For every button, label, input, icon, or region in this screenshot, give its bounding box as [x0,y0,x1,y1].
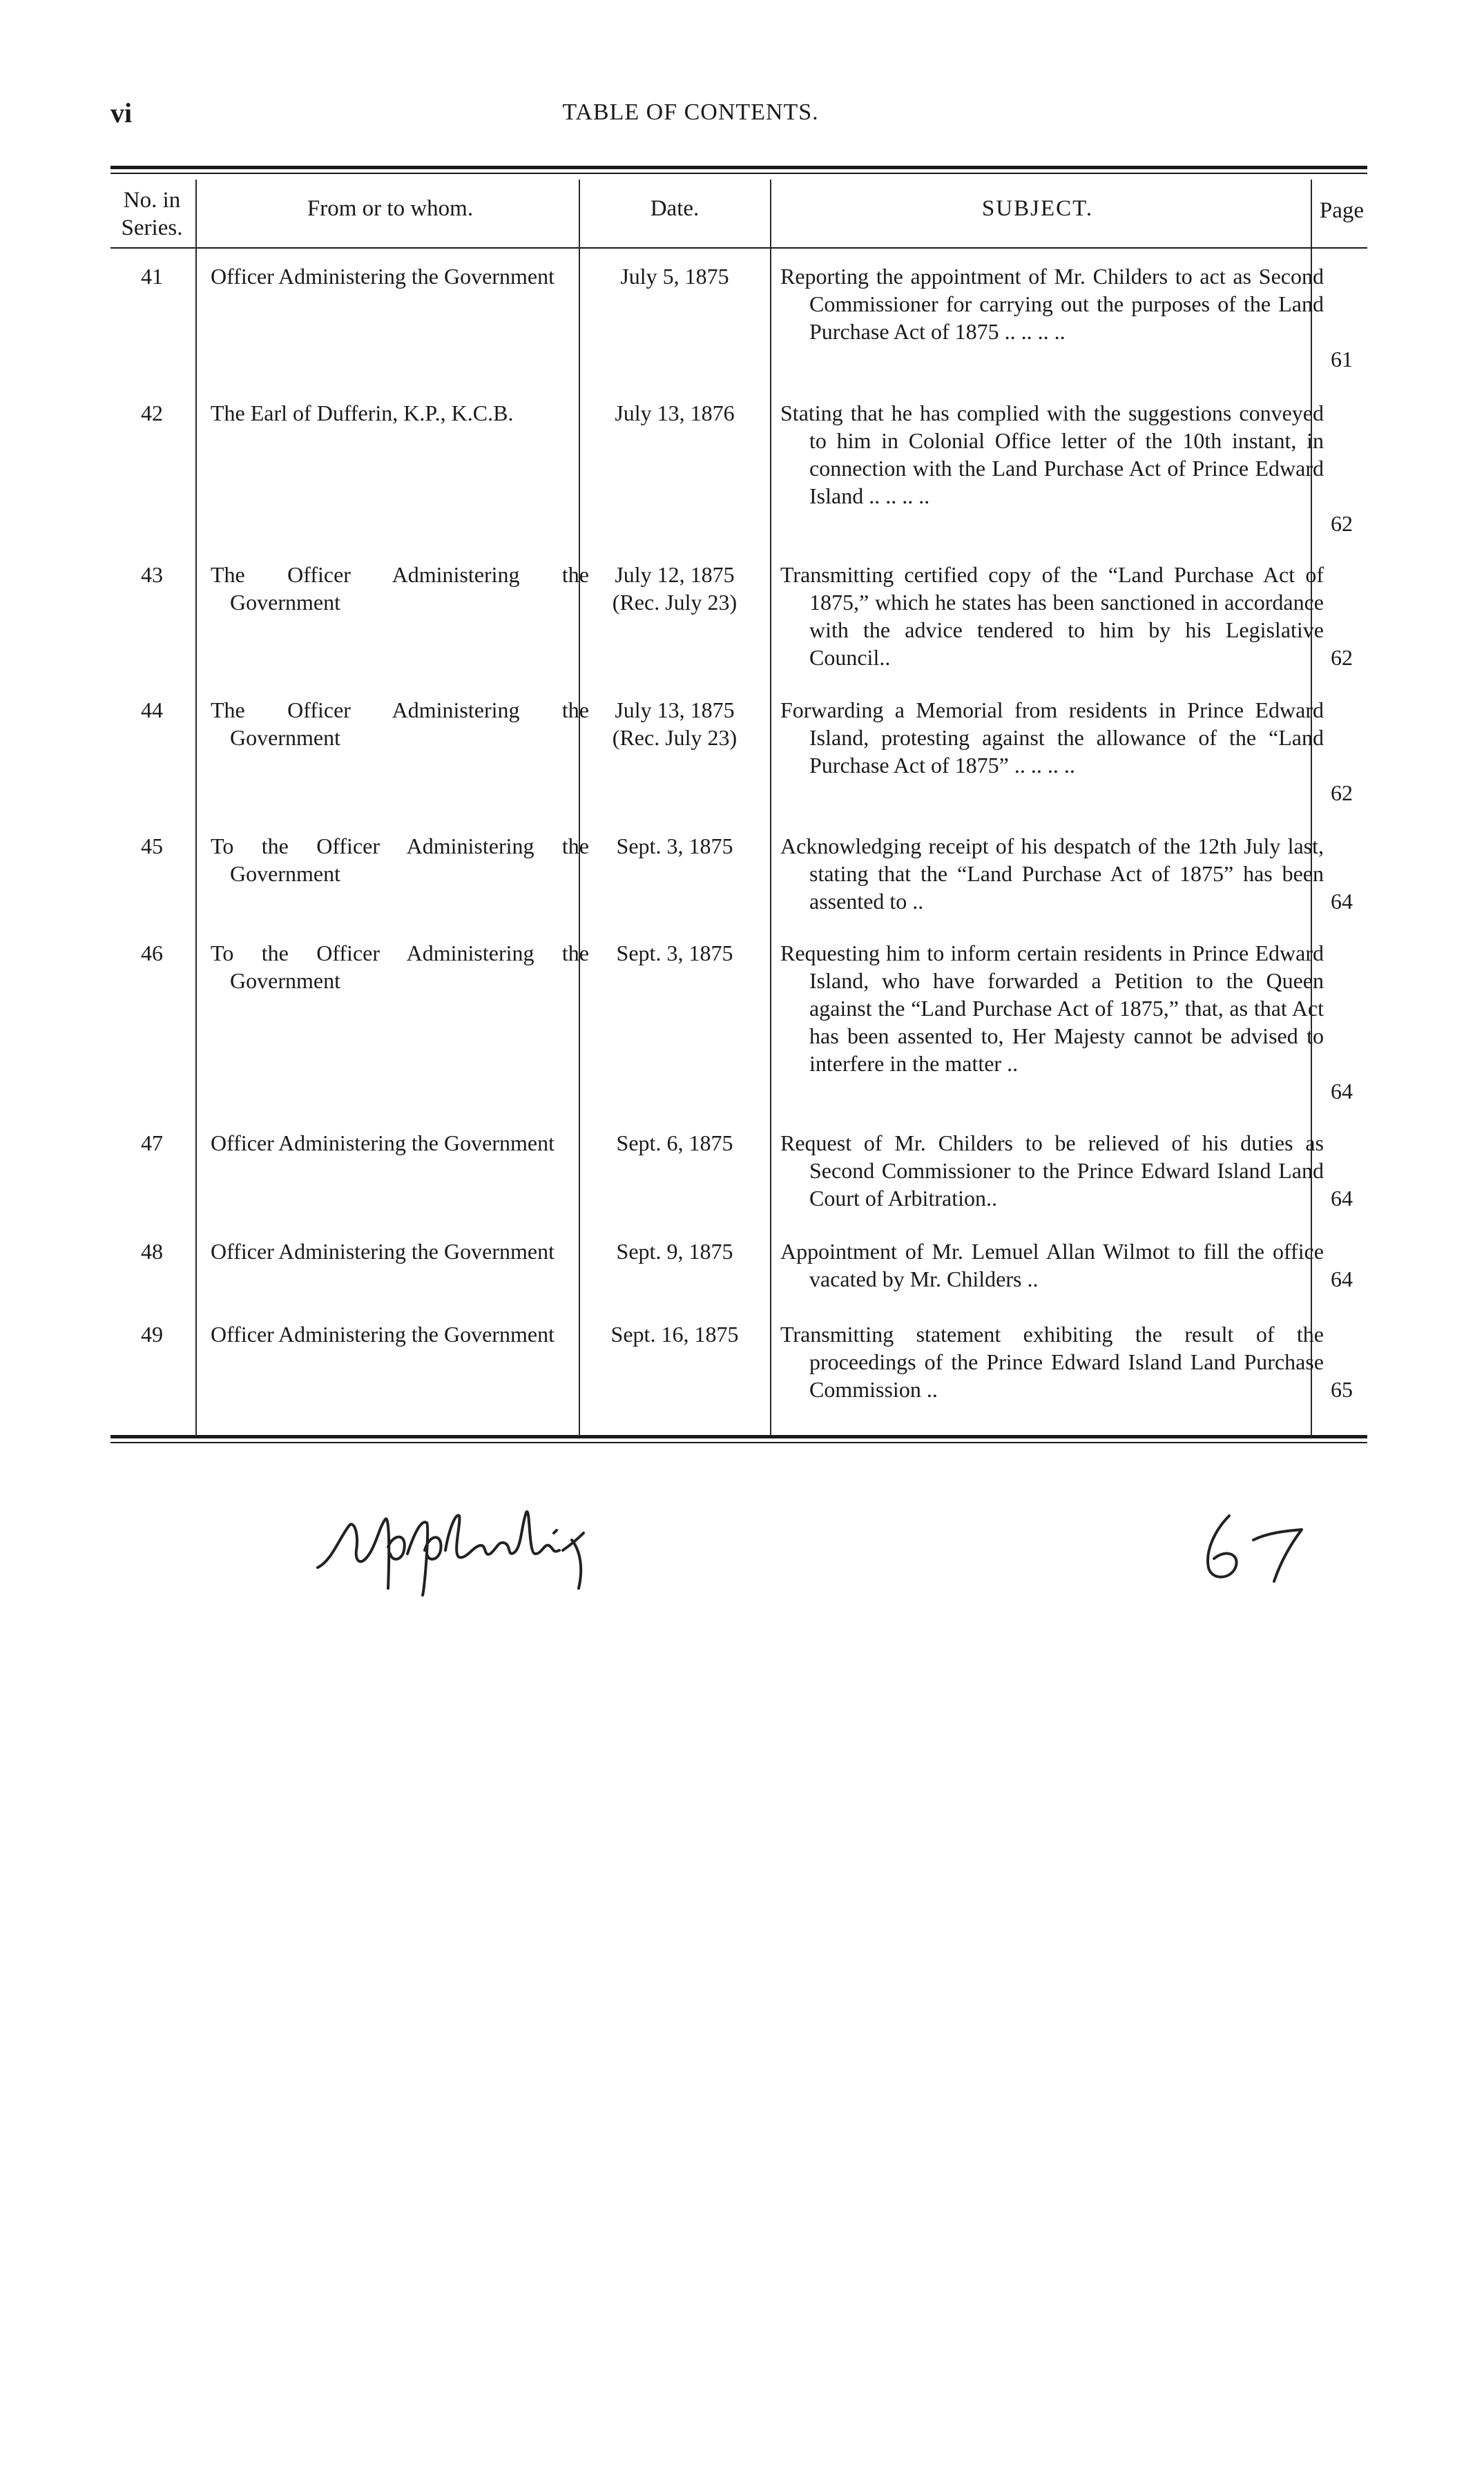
date: Sept. 16, 1875 [610,1322,739,1347]
page-ref: 62 [1331,511,1353,536]
series-number: 43 [141,562,163,587]
subject: Transmitting statement exhibiting the result of the proceedings of the Prince Edward Island Land Purchase Commission .. [780,1322,1324,1402]
series-number: 46 [141,941,163,965]
page-ref: 65 [1331,1377,1353,1402]
date-received: (Rec. July 23) [612,590,738,615]
table-top-rule [110,166,1367,169]
subject: Request of Mr. Childers to be relieved of his duties as Second Commissioner to the Prince Edward Island Land Court of Arbitration.. [780,1130,1324,1211]
from-to-whom: The Earl of Dufferin, K.P., K.C.B. [211,401,514,425]
column-divider [195,180,197,1436]
column-divider [770,180,771,1436]
table-top-rule-inner [110,173,1367,174]
page-ref: 61 [1331,347,1353,372]
subject: Acknowledging receipt of his despatch of the 12th July last, stating that the “Land Purchase Act of 1875” has been assented to .. [780,834,1324,914]
date [584,696,765,751]
from-to-whom: The Officer Administering the Government [211,697,589,750]
from-to-whom: Officer Administering the Government [211,1239,555,1264]
page-ref: 64 [1331,1079,1353,1104]
from-to-whom: To the Officer Administering the Government [211,834,589,886]
date-received: (Rec. July 23) [612,725,738,750]
date: July 5, 1875 [620,264,729,289]
table-bottom-rule-inner [110,1442,1367,1443]
subject: Appointment of Mr. Lemuel Allan Wilmot to fill the office vacated by Mr. Childers .. [780,1239,1324,1291]
page-ref: 64 [1331,1266,1353,1291]
handwritten-page-number-annotation [1188,1502,1326,1592]
handwritten-appendix-annotation [311,1485,601,1602]
page-ref: 64 [1331,1186,1353,1211]
column-header-page: Page [1319,198,1365,223]
subject: Forwarding a Memorial from residents in Prince Edward Island, protesting against the allowance of the “Land Purchase Act of 1875” .. .. .. .. [780,697,1324,778]
page-number: vi [110,97,133,128]
series-number: 47 [141,1130,163,1155]
from-to-whom: Officer Administering the Government [211,1130,555,1155]
page-ref: 62 [1331,645,1353,670]
from-to-whom: Officer Administering the Government [211,1322,555,1347]
date: July 13, 1876 [615,401,735,425]
from-to-whom: To the Officer Administering the Government [211,941,589,993]
date-written: July 12, 1875 [615,562,735,587]
date [584,561,765,616]
subject: Requesting him to inform certain residents in Prince Edward Island, who have forwarded a Petition to the Queen against the “Land Purchase Act of 1875,” that, as that Act has been assented to, Her Majesty cannot be advised to interfere in the matter .. [780,941,1324,1076]
subject: Stating that he has complied with the suggestions conveyed to him in Colonial Office letter of the 10th instant, in connection with the Land Purchase Act of Prince Edward Island .. .. .. .. [780,401,1324,508]
date-written: July 13, 1875 [615,697,735,722]
page-title: TABLE OF CONTENTS. [562,99,819,125]
date: Sept. 3, 1875 [616,834,733,858]
series-number: 44 [141,697,163,722]
column-header-from: From or to whom. [307,196,474,221]
page-ref: 62 [1331,780,1353,805]
from-to-whom: Officer Administering the Government [211,264,555,289]
series-number: 49 [141,1322,163,1347]
date: Sept. 3, 1875 [616,941,733,965]
series-number: 42 [141,401,163,425]
series-number: 45 [141,834,163,858]
date: Sept. 6, 1875 [616,1130,733,1155]
column-header-subject: SUBJECT. [981,196,1094,221]
header-bottom-rule [110,247,1367,249]
column-header-series: No. in Series. [121,188,183,240]
table-bottom-rule [110,1435,1367,1438]
subject: Reporting the appointment of Mr. Childers to act as Second Commissioner for carrying out the purposes of the Land Purchase Act of 1875 .. .. .. .. [780,264,1324,344]
column-header-date: Date. [650,196,700,221]
series-number: 41 [141,264,163,289]
from-to-whom: The Officer Administering the Government [211,562,589,615]
series-number: 48 [141,1239,163,1264]
page-ref: 64 [1331,889,1353,914]
date: Sept. 9, 1875 [616,1239,733,1264]
subject: Transmitting certified copy of the “Land Purchase Act of 1875,” which he states has been sanctioned in accordance with the advice tendered to him by his Legislative Council.. [780,562,1324,670]
